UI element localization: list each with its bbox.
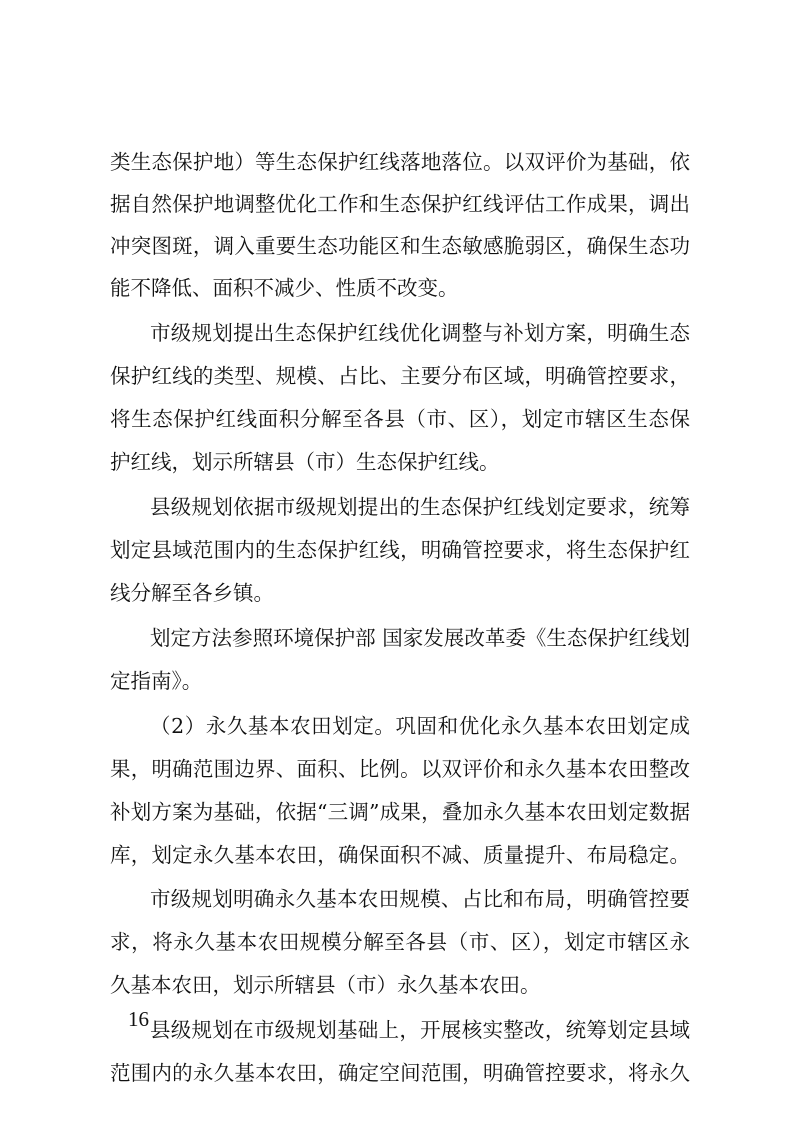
text-line-5: 市级规划提出生态保护红线优化调整与补划方案，明确生态 (150, 321, 690, 345)
text-line-14: （2）永久基本农田划定。巩固和优化永久基本农田划定成 (150, 714, 690, 738)
text-line-4: 能不降低、面积不减少、性质不改变。 (110, 276, 459, 300)
text-line-17: 库，划定永久基本农田，确保面积不减、质量提升、布局稳定。 (110, 843, 690, 867)
text-line-3: 冲突图斑，调入重要生态功能区和生态敏感脆弱区，确保生态功 (110, 234, 690, 258)
text-line-13: 定指南》。 (110, 669, 203, 693)
text-line-15: 果，明确范围边界、面积、比例。以双评价和永久基本农田整改 (110, 757, 690, 781)
text-line-1: 类生态保护地）等生态保护红线落地落位。以双评价为基础，依 (110, 150, 690, 174)
text-line-9: 县级规划依据市级规划提出的生态保护红线划定要求，统筹 (150, 495, 690, 519)
text-line-8: 护红线，划示所辖县（市）生态保护红线。 (110, 450, 500, 474)
text-line-22: 范围内的永久基本农田，确定空间范围，明确管控要求，将永久 (110, 1061, 690, 1085)
text-line-21: 县级规划在市级规划基础上，开展核实整改，统筹划定县域 (150, 1018, 690, 1042)
text-line-10: 划定县域范围内的生态保护红线，明确管控要求，将生态保护红 (110, 538, 690, 562)
page-number: 16 (128, 1007, 149, 1031)
text-line-7: 将生态保护红线面积分解至各县（市、区），划定市辖区生态保 (110, 407, 690, 431)
text-line-12: 划定方法参照环境保护部 国家发展改革委《生态保护红线划 (150, 626, 690, 650)
text-line-18: 市级规划明确永久基本农田规模、占比和布局，明确管控要 (150, 887, 690, 911)
text-line-19: 求，将永久基本农田规模分解至各县（市、区），划定市辖区永 (110, 930, 690, 954)
text-line-2: 据自然保护地调整优化工作和生态保护红线评估工作成果，调出 (110, 192, 690, 216)
text-line-11: 线分解至各乡镇。 (110, 581, 274, 605)
text-line-20: 久基本农田，划示所辖县（市）永久基本农田。 (110, 973, 541, 997)
text-line-16: 补划方案为基础，依据“三调”成果，叠加永久基本农田划定数据 (110, 800, 690, 824)
text-line-6: 保护红线的类型、规模、占比、主要分布区域，明确管控要求， (110, 364, 690, 388)
